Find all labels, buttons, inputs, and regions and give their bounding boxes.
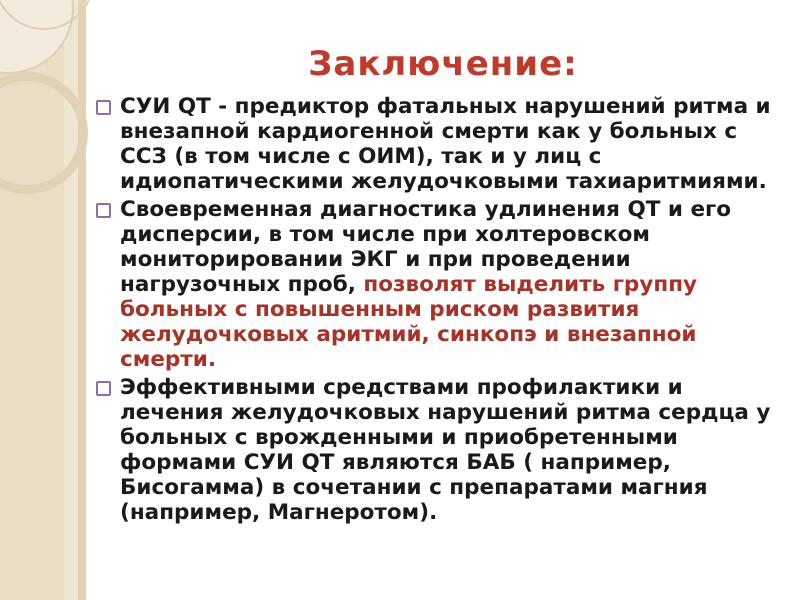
bullet-text-segment: позволят выделить группу больных с повышенным риском развития желудочковых аритмий, синкопэ и внезапной смерти.	[120, 271, 698, 373]
page-title: Заключение:	[308, 44, 578, 84]
slide-content	[86, 0, 800, 600]
bullet-marker-icon	[96, 203, 111, 218]
bullet-marker-icon	[96, 100, 111, 115]
decorative-band-edge	[78, 0, 86, 600]
bullet-marker-icon	[96, 381, 111, 396]
bullet-text-segment: Эффективными средствами профилактики и лечения желудочковых нарушений ритма сердца у больных с врожденными и приобретенными формами СУИ QT являются БАБ ( например, Бисогамма) в сочетании с препаратами магния (например, Магнеротом).	[120, 374, 771, 526]
list-item	[92, 197, 786, 373]
bullet-list	[86, 94, 800, 525]
bullet-text-segment: СУИ QT - предиктор фатальных нарушений ритма и внезапной кардиогенной смерти как у больных с ССЗ (в том числе с ОИМ), так и у лиц с идиопатическими желудочковыми тахиаритмиями.	[120, 94, 771, 195]
bullet-text-segment: Своевременная диагностика удлинения QT и его дисперсии, в том числе при холтеровском мониторировании ЭКГ и при проведении нагрузочных проб,	[120, 196, 732, 297]
decorative-ring-icon	[0, 72, 88, 194]
list-item	[92, 94, 786, 195]
list-item	[92, 375, 786, 526]
decorative-left-band	[0, 0, 86, 600]
